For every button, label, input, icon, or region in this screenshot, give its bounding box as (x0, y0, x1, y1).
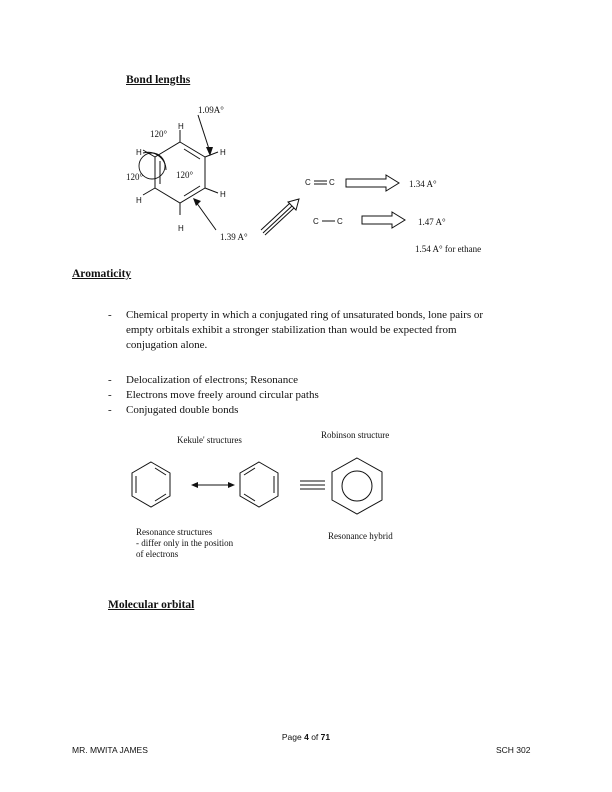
bullet-marker: - (108, 374, 112, 386)
atom-h-upper-right: H (220, 148, 226, 157)
page-total: 71 (320, 732, 331, 742)
robinson-ring (332, 458, 382, 514)
kekule-ring-2 (240, 462, 278, 507)
bullet-text: Electrons move freely around circular paths (126, 389, 319, 401)
bullet-marker: - (108, 404, 112, 416)
double-bond-length-label: 1.34 A° (409, 179, 437, 189)
kekule-2-double (244, 494, 255, 501)
page-current: 4 (304, 732, 309, 742)
single-bond-c-right: C (337, 217, 343, 226)
page-number (0, 732, 612, 742)
double-bond-c-left: C (305, 178, 311, 187)
kekule-label: Kekule' structures (177, 435, 242, 445)
kekule-2-double (244, 468, 255, 475)
kekule-1-double (155, 494, 166, 501)
resonance-structures-line-3: of electrons (136, 549, 179, 559)
bond-lengths-heading: Bond lengths (126, 74, 191, 86)
resonance-structures-note (136, 527, 233, 560)
bullet-marker: - (108, 389, 112, 401)
resonance-hybrid-label: Resonance hybrid (328, 531, 393, 541)
footer-course: SCH 302 (496, 745, 531, 755)
angle-left-label: 120° (126, 172, 144, 182)
page-of: of (308, 732, 321, 742)
robinson-circle (342, 471, 372, 501)
atom-h-upper-left: H (136, 148, 142, 157)
cc-aromatic-length-label: 1.39 A° (220, 232, 248, 242)
molecular-orbital-heading: Molecular orbital (108, 599, 195, 611)
angle-inner-label: 120° (176, 170, 194, 180)
resonance-structures-line-2: - differ only in the position (136, 538, 234, 548)
atom-h-lower-left: H (136, 196, 142, 205)
single-bond-c-left: C (313, 217, 319, 226)
atom-h-bottom: H (178, 224, 184, 233)
atom-h-lower-right: H (220, 190, 226, 199)
bullet-marker: - (108, 309, 112, 321)
aromaticity-heading: Aromaticity (72, 268, 132, 280)
resonance-arrowhead-right (228, 482, 235, 488)
bullet-text: Delocalization of electrons; Resonance (126, 374, 298, 386)
atom-h-top: H (178, 122, 184, 131)
single-bond-length-label: 1.47 A° (418, 217, 446, 227)
resonance-arrowhead-left (191, 482, 198, 488)
footer-author: MR. MWITA JAMES (72, 745, 148, 755)
bullet-text: Conjugated double bonds (126, 404, 239, 416)
ethane-note: 1.54 A° for ethane (415, 244, 482, 254)
resonance-structures-line-1: Resonance structures (136, 527, 213, 537)
angle-top-label: 120° (150, 129, 168, 139)
robinson-label: Robinson structure (321, 430, 390, 440)
kekule-1-double (155, 468, 166, 475)
page-prefix: Page (281, 732, 305, 742)
kekule-ring-1 (132, 462, 170, 507)
double-bond-c-right: C (329, 178, 335, 187)
bullet-text: Chemical property in which a conjugated ring of unsaturated bonds, lone pairs or empty orbitals exhibit a stronger stabilization than would be expected from conjugation alone. (126, 309, 484, 351)
ch-length-label: 1.09A° (198, 105, 224, 115)
